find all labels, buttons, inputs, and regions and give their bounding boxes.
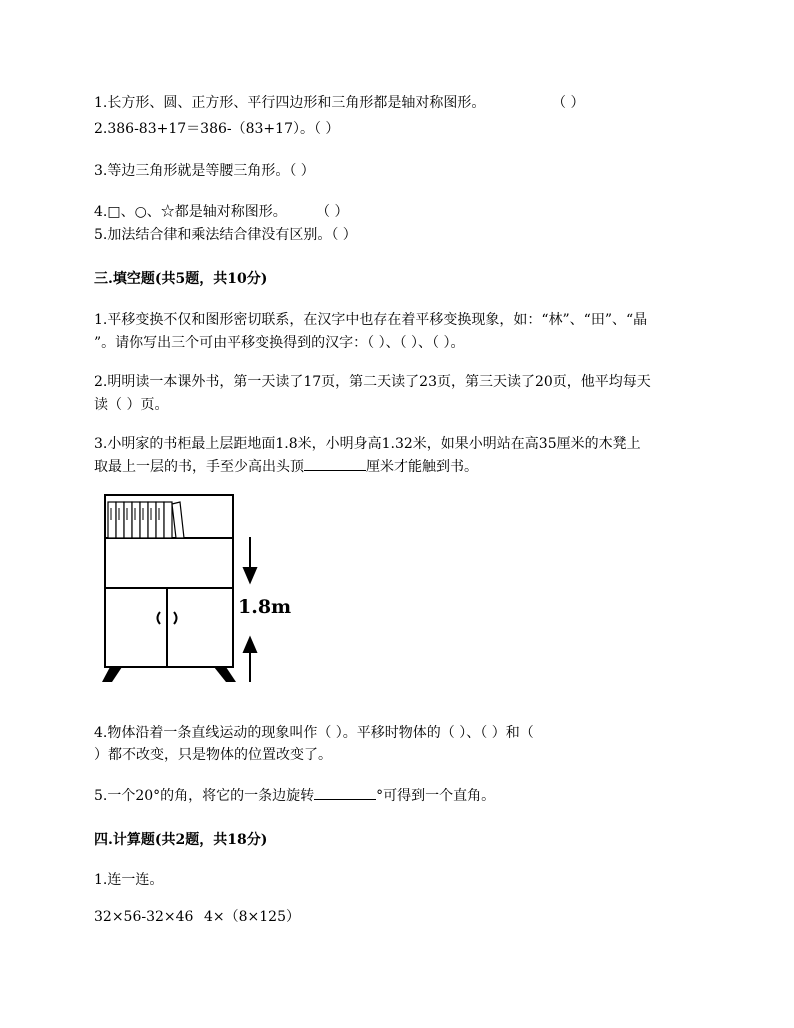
bookcase-cabinet: [105, 588, 233, 667]
tf-question-3: 3.等边三角形就是等腰三角形。（ ）: [94, 163, 315, 179]
bookcase-left-leg: [102, 667, 122, 682]
book: [132, 502, 140, 538]
calc-expr-2: 4×（8×125）: [204, 909, 300, 925]
calc-expressions: [94, 908, 300, 926]
section-title-fill-in: 三.填空题(共5题，共10分): [94, 271, 268, 287]
fill-q5-blank: [314, 787, 376, 800]
book: [140, 502, 148, 538]
tf-q1-text: 1.长方形、圆、正方形、平行四边形和三角形都是轴对称图形。: [94, 95, 486, 111]
arrow-down-icon: [244, 568, 256, 582]
fill-q2-line2: 读（ ）页。: [94, 397, 169, 413]
tf-question-5: 5.加法结合律和乘法结合律没有区别。（ ）: [94, 227, 357, 243]
height-label: 1.8m: [238, 596, 292, 618]
section-title-calculation: 四.计算题(共2题，共18分): [94, 832, 268, 848]
book: [124, 502, 132, 538]
calc-expr-1: 32×56-32×46: [94, 909, 194, 925]
tf-question-2: 2.386-83+17＝386-（83+17）。（ ）: [94, 121, 340, 137]
fill-q3-text-b: 厘米才能触到书。: [366, 459, 478, 475]
leaning-book: [172, 502, 184, 538]
fill-q4-line1: 4.物体沿着一条直线运动的现象叫作（ ）。平移时物体的（ ）、（ ）和（: [94, 725, 534, 741]
fill-q4-line2: ）都不改变，只是物体的位置改变了。: [94, 747, 332, 763]
fill-q3-line1: 3.小明家的书柜最上层距地面1.8米，小明身高1.32米，如果小明站在高35厘米的木凳上: [94, 436, 641, 452]
tf-q4-text: 4.□、○、☆都是轴对称图形。: [94, 204, 287, 220]
book: [156, 502, 164, 538]
fill-q3-blank: [304, 458, 366, 471]
tf-question-1: [94, 94, 585, 112]
book: [116, 502, 124, 538]
bookcase-right-leg: [214, 667, 236, 682]
right-door-handle-icon: [174, 612, 177, 624]
tf-q4-paren: （ ）: [316, 204, 349, 220]
left-door-handle-icon: [158, 612, 161, 624]
bookcase-figure: [100, 490, 300, 690]
fill-q5-text-a: 5.一个20°的角，将它的一条边旋转: [94, 788, 315, 804]
tf-q1-paren: （ ）: [552, 95, 585, 111]
fill-q2-line1: 2.明明读一本课外书，第一天读了17页，第二天读了23页，第三天读了20页，他平均每天: [94, 374, 651, 390]
fill-q1-line1: 1.平移变换不仅和图形密切联系，在汉字中也存在着平移变换现象，如：“林”、“田”、“晶: [94, 312, 648, 328]
book: [148, 502, 156, 538]
fill-q5: [94, 787, 495, 805]
arrow-up-icon: [244, 638, 256, 652]
book: [108, 502, 116, 538]
fill-q5-text-b: °可得到一个直角。: [376, 788, 496, 804]
fill-q3-text-a: 取最上一层的书，手至少高出头顶: [94, 459, 304, 475]
calc-q1: 1.连一连。: [94, 872, 164, 888]
book: [164, 502, 172, 538]
bookcase-middle-section: [105, 538, 233, 588]
tf-question-4: [94, 203, 349, 221]
fill-q3-line2: [94, 458, 478, 476]
fill-q1-line2: ”。请你写出三个可由平移变换得到的汉字：（ ）、（ ）、（ ）。: [94, 335, 465, 351]
